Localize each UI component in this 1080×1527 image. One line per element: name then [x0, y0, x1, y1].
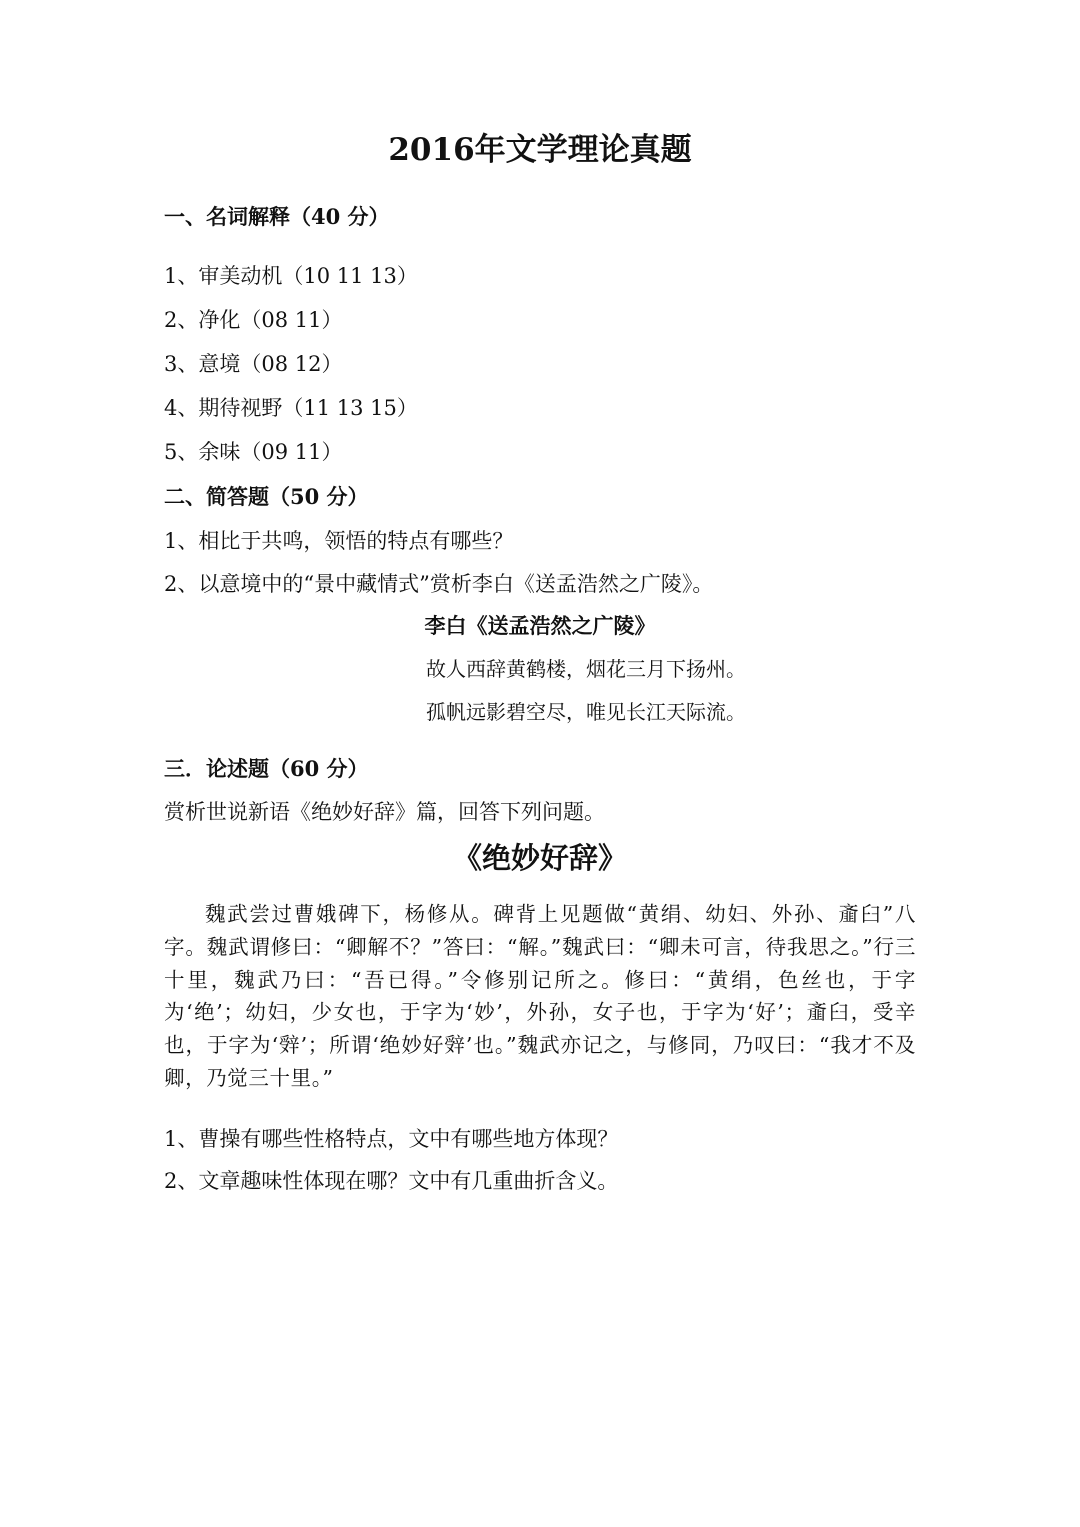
- list-item: 2、以意境中的“景中藏情式”赏析李白《送孟浩然之广陵》。: [164, 572, 714, 596]
- list-item: 2、净化（08 11）: [164, 308, 343, 332]
- poem-line: 孤帆远影碧空尽，唯见长江天际流。: [426, 700, 746, 724]
- list-item: 1、审美动机（10 11 13）: [164, 264, 418, 288]
- section-3-intro: 赏析世说新语《绝妙好辞》篇，回答下列问题。: [164, 800, 605, 824]
- section-3-heading: 三．论述题（60 分）: [164, 756, 369, 781]
- passage-title: 《绝妙好辞》: [452, 841, 627, 875]
- section-2-heading: 二、简答题（50 分）: [164, 484, 369, 509]
- list-item: 4、期待视野（11 13 15）: [164, 396, 418, 420]
- question-item: 2、文章趣味性体现在哪？文中有几重曲折含义。: [164, 1169, 619, 1193]
- page-title: 2016年文学理论真题: [388, 132, 692, 168]
- list-item: 1、相比于共鸣，领悟的特点有哪些？: [164, 529, 514, 553]
- list-item: 5、余味（09 11）: [164, 440, 343, 464]
- question-item: 1、曹操有哪些性格特点，文中有哪些地方体现？: [164, 1127, 619, 1151]
- passage-body: 魏武尝过曹娥碑下，杨修从。碑背上见题做“黄绢、幼妇、外孙、齑臼”八字。魏武谓修曰：“卿解不？”答曰：“解。”魏武曰：“卿未可言，待我思之。”行三十里，魏武乃曰：“吾已得。”令修别记所之。修曰：“黄绢，色丝也，于字为‘绝’；幼妇，少女也，于字为‘妙’，外孙，女子也，于字为‘好’；齑臼，受辛也，于字为‘辤’；所谓‘绝妙好辤’也。”魏武亦记之，与修同，乃叹曰：“我才不及卿，乃觉三十里。”: [164, 902, 916, 1090]
- list-item: 3、意境（08 12）: [164, 352, 343, 376]
- section-1-heading: 一、名词解释（40 分）: [164, 204, 390, 229]
- poem-line: 故人西辞黄鹤楼，烟花三月下扬州。: [426, 657, 746, 681]
- poem-title: 李白《送孟浩然之广陵》: [424, 613, 656, 638]
